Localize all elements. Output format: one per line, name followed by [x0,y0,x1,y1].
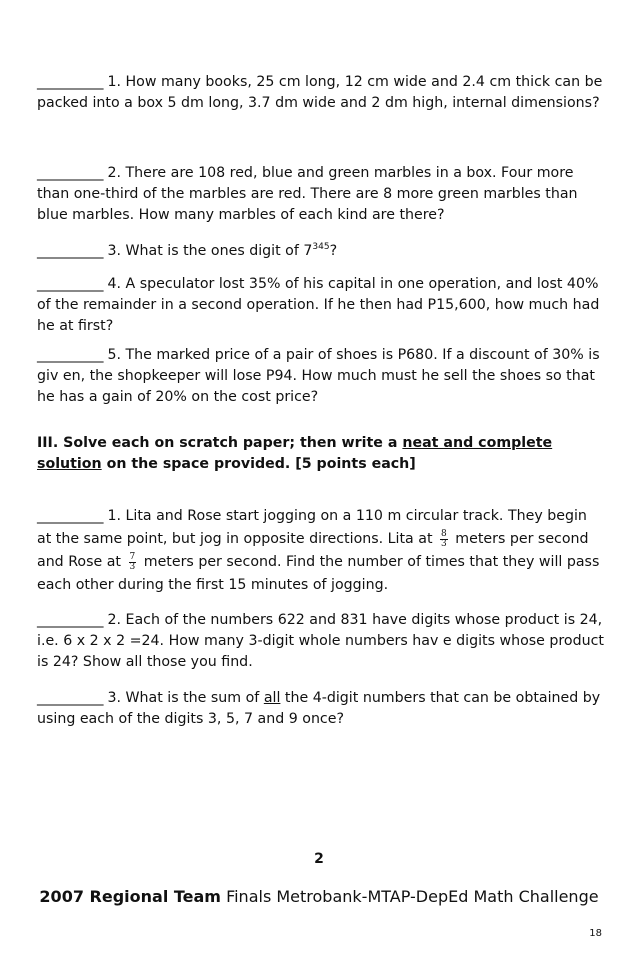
denominator: 3 [441,538,447,549]
heading-text-end: on the space provided. [5 points each] [101,456,416,472]
problem-text: the 4-digit numbers that can be obtained by using each of the digits 3, 5, 7 and 9 once? [37,690,601,727]
answer-blank[interactable]: __________ [37,165,103,181]
exponent: 345 [312,242,330,252]
problem-text: 4. A speculator lost 35% of his capital in one operation, and lost 40% of the remainder in a second operation. If he then had P15,600, how much had he at first? [37,276,600,334]
underlined-word: all [263,690,281,706]
numerator: 7 [129,551,136,562]
problem-text: meters per second and Rose at [37,531,589,570]
problem-text: 2. There are 108 red, blue and green marbles in a box. Four more than one-third of the marbles are red. There are 8 more green marbles than blue marbles. How many marbles of each kind are there? [37,165,578,223]
answer-blank[interactable]: __________ [37,243,103,259]
problem-3-3 [37,688,605,730]
problem-3-1 [37,505,605,597]
section-iii-heading [37,433,605,475]
problem-3-2 [37,610,605,673]
problem-2-2 [37,163,605,226]
answer-blank[interactable]: __________ [37,612,103,628]
problem-text: meters per second. Find the number of times that they will pass each other during the first 15 minutes of jogging. [37,554,600,593]
heading-text: III. Solve each on scratch paper; then write a [37,435,403,451]
fraction-7-3 [129,553,137,572]
page-number: 2 [314,851,324,867]
denominator: 3 [129,561,136,572]
problem-text: 5. The marked price of a pair of shoes is P680. If a discount of 30% is giv en, the shopkeeper will lose P94. How much must he sell the shoes so that he has a gain of 20% on the cost price? [37,347,600,405]
fraction-8-3 [440,530,448,549]
problem-2-5 [37,345,605,408]
problem-2-1 [37,72,605,114]
problem-2-3 [37,237,605,262]
heading-underlined: neat and complete solution [37,435,553,472]
problem-2-4 [37,274,605,337]
numerator: 8 [441,528,447,539]
answer-blank[interactable]: __________ [37,276,103,292]
problem-text: 1. Lita and Rose start jogging on a 110 m circular track. They begin at the same point, but jog in opposite directions. Lita at [37,508,587,547]
footer-bold: 2007 Regional Team [39,887,221,906]
footer-text: Finals Metrobank-MTAP-DepEd Math Challenge [220,887,599,906]
answer-blank[interactable]: __________ [37,347,103,363]
problem-text-end: ? [329,243,338,259]
footer [0,887,638,906]
problem-text: 2. Each of the numbers 622 and 831 have digits whose product is 24, i.e. 6 x 2 x 2 =24. How many 3-digit whole numbers hav e digits whose product is 24? Show all those you find. [37,612,604,670]
corner-page-number: 18 [589,928,602,939]
answer-blank[interactable]: __________ [37,508,103,524]
answer-blank[interactable]: __________ [37,74,103,90]
problem-text: 3. What is the ones digit of 7 [102,243,313,259]
answer-blank[interactable]: __________ [37,690,103,706]
problem-text: 1. How many books, 25 cm long, 12 cm wide and 2.4 cm thick can be packed into a box 5 dm long, 3.7 dm wide and 2 dm high, internal dimensions? [37,74,603,111]
problem-text: 3. What is the sum of [102,690,264,706]
